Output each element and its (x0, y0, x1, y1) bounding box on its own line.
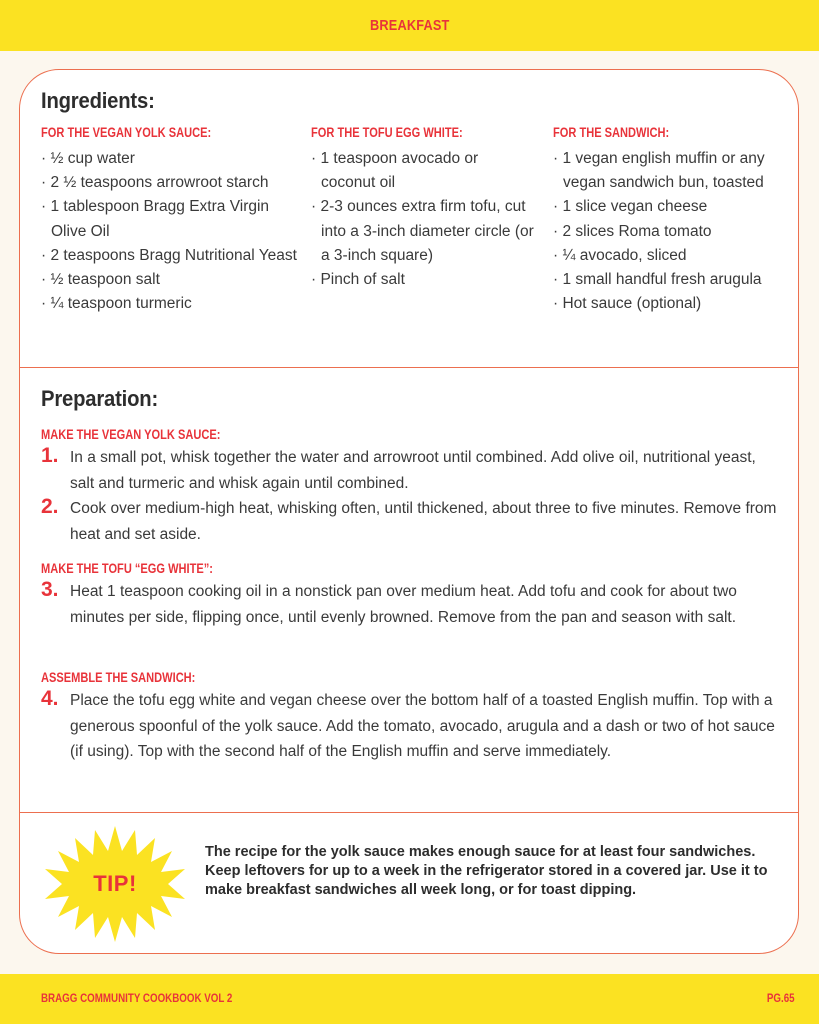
step-text: Place the tofu egg white and vegan cheese over the bottom half of a toasted English muffin. Top with a generous spoonful of the yolk sauce. Add the tomato, avocado, arugula and a dash or two of hot sauce (if using). Top with the second half of the English muffin and serve immediately. (70, 692, 775, 760)
prep-step (41, 579, 781, 630)
ingredient-item: · 2-3 ounces extra firm tofu, cut into a 3-inch diameter circle (or a 3-inch square) (311, 195, 536, 268)
ingredient-item: · ½ teaspoon salt (41, 268, 303, 292)
step-number: 3. (41, 578, 59, 601)
ingredient-item: · 1 slice vegan cheese (553, 195, 793, 219)
preparation-title: Preparation: (41, 386, 159, 411)
ingredient-list-tofu-egg-white (311, 147, 536, 292)
header-bar (0, 0, 819, 51)
ingredient-item: · 1 tablespoon Bragg Extra Virgin Olive Oil (41, 195, 303, 243)
ingredient-item: · 1 small handful fresh arugula (553, 268, 793, 292)
step-text: In a small pot, whisk together the water and arrowroot until combined. Add olive oil, nutritional yeast, salt and turmeric and whisk again until combined. (70, 449, 756, 492)
tip-label: TIP! (93, 871, 137, 896)
ingredient-item: · Pinch of salt (311, 268, 536, 292)
footer-bar (0, 974, 819, 1024)
ingredient-item: · ¼ avocado, sliced (553, 244, 793, 268)
step-number: 1. (41, 444, 59, 467)
section-divider (20, 367, 798, 368)
ingredient-item: · 2 slices Roma tomato (553, 220, 793, 244)
ingredient-group-heading: FOR THE VEGAN YOLK SAUCE: (41, 125, 212, 140)
ingredient-item: · Hot sauce (optional) (553, 292, 793, 316)
ingredient-item: · ½ cup water (41, 147, 303, 171)
step-number: 4. (41, 687, 59, 710)
prep-step (41, 445, 781, 496)
ingredient-group-heading: FOR THE SANDWICH: (553, 125, 670, 140)
prep-step (41, 688, 781, 765)
ingredient-item: · 2 ½ teaspoons arrowroot starch (41, 171, 303, 195)
prep-section-heading: ASSEMBLE THE SANDWICH: (41, 670, 196, 685)
step-text: Cook over medium-high heat, whisking often, until thickened, about three to five minutes. Remove from heat and set aside. (70, 500, 777, 543)
section-title: BREAKFAST (369, 17, 450, 34)
section-divider (20, 812, 798, 813)
prep-step (41, 496, 781, 547)
ingredient-item: · 2 teaspoons Bragg Nutritional Yeast (41, 244, 303, 268)
book-title: BRAGG COMMUNITY COOKBOOK VOL 2 (41, 993, 233, 1005)
step-text: Heat 1 teaspoon cooking oil in a nonstick pan over medium heat. Add tofu and cook for about two minutes per side, flipping once, until evenly browned. Remove from the pan and season with salt. (70, 583, 737, 626)
ingredient-group-heading: FOR THE TOFU EGG WHITE: (311, 125, 463, 140)
ingredients-title: Ingredients: (41, 88, 155, 113)
recipe-card (19, 69, 799, 954)
ingredient-item: · 1 vegan english muffin or any vegan sandwich bun, toasted (553, 147, 793, 195)
prep-section-heading: MAKE THE TOFU “EGG WHITE”: (41, 561, 213, 576)
ingredient-item: · 1 teaspoon avocado or coconut oil (311, 147, 536, 195)
tip-text: The recipe for the yolk sauce makes enough sauce for at least four sandwiches. Keep leftovers for up to a week in the refrigerator stored in a covered jar. Use it to make breakfast sandwiches all week long, or for toast dipping. (205, 844, 768, 898)
prep-steps-tofu (41, 579, 781, 630)
ingredient-item: · ¼ teaspoon turmeric (41, 292, 303, 316)
tip-badge (40, 824, 190, 944)
ingredient-list-sandwich (553, 147, 793, 316)
prep-section-heading: MAKE THE VEGAN YOLK SAUCE: (41, 427, 221, 442)
page-number: PG.65 (767, 993, 795, 1005)
ingredient-list-yolk-sauce (41, 147, 303, 316)
prep-steps-yolk-sauce (41, 445, 781, 547)
step-number: 2. (41, 495, 59, 518)
prep-steps-assemble (41, 688, 781, 765)
